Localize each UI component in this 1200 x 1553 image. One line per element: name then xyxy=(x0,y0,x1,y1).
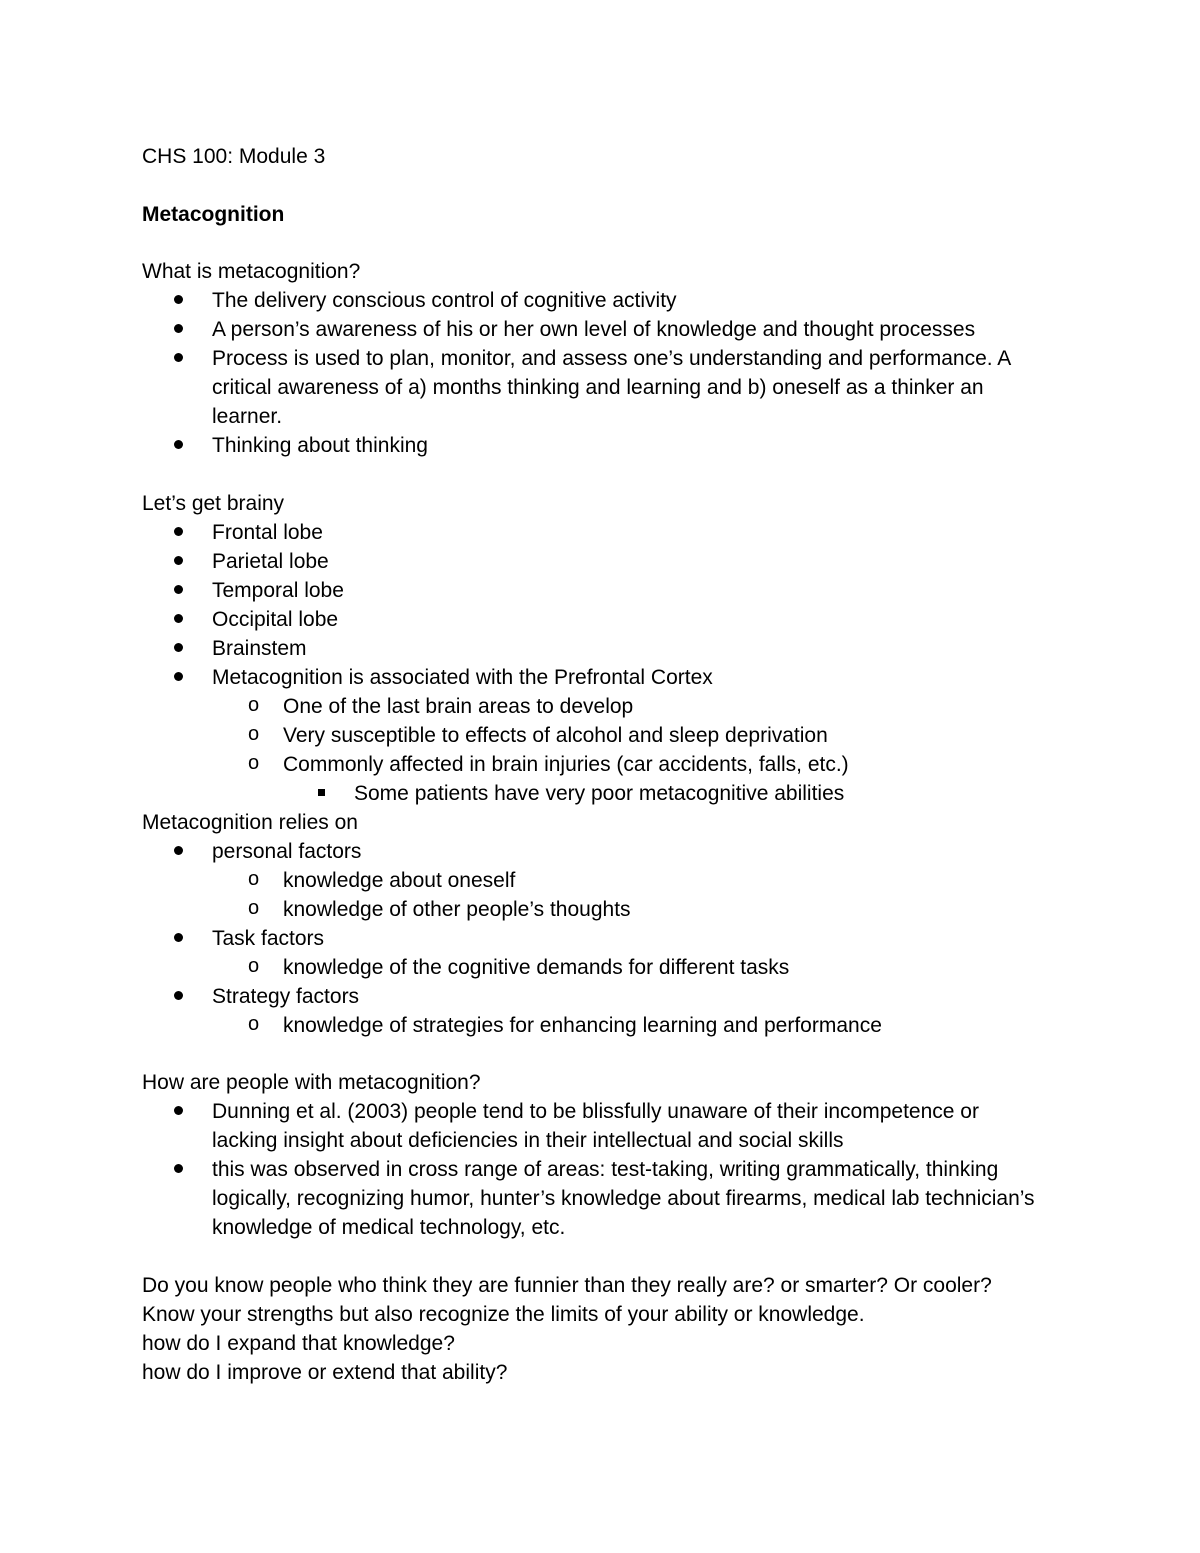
circle-bullet-icon: o xyxy=(248,954,260,977)
circle-bullet-icon: o xyxy=(248,867,260,890)
factors-list xyxy=(142,837,1102,1040)
list-item: Metacognition is associated with the Prefrontal Cortex xyxy=(142,663,1102,692)
spacer xyxy=(142,171,1102,200)
bullet-icon xyxy=(174,605,183,634)
sub-list-item: o One of the last brain areas to develop xyxy=(142,692,1102,721)
closing-line: how do I improve or extend that ability? xyxy=(142,1360,508,1384)
section-heading-brainy: Let’s get brainy xyxy=(142,491,285,515)
list-item: The delivery conscious control of cognitive activity xyxy=(142,286,1102,315)
spacer xyxy=(142,1040,1102,1069)
bullet-icon xyxy=(174,286,183,315)
spacer xyxy=(142,1242,1102,1271)
closing-line: how do I expand that knowledge? xyxy=(142,1331,455,1355)
list-item: Strategy factors xyxy=(142,982,1102,1011)
list-item: Brainstem xyxy=(142,634,1102,663)
list-item: Process is used to plan, monitor, and assess one’s understanding and performance. A critical awareness of a) months thinking and learning and b) oneself as a thinker an learner. xyxy=(142,344,1102,431)
bullet-icon xyxy=(174,634,183,663)
bullet-icon xyxy=(174,315,183,344)
circle-bullet-icon: o xyxy=(248,1012,260,1035)
sub-list-item: o knowledge of strategies for enhancing learning and performance xyxy=(142,1011,1102,1040)
bullet-icon xyxy=(174,431,183,460)
list-item: personal factors xyxy=(142,837,1102,866)
sub-sub-list-item: Some patients have very poor metacognitive abilities xyxy=(142,779,1102,808)
sub-list-item: o knowledge of the cognitive demands for different tasks xyxy=(142,953,1102,982)
list-item: Parietal lobe xyxy=(142,547,1102,576)
bullet-icon xyxy=(174,837,183,866)
bullet-icon xyxy=(174,1097,183,1126)
sub-list-item: o Very susceptible to effects of alcohol and sleep deprivation xyxy=(142,721,1102,750)
circle-bullet-icon: o xyxy=(248,896,260,919)
circle-bullet-icon: o xyxy=(248,722,260,745)
bullet-icon xyxy=(174,576,183,605)
list-item: Dunning et al. (2003) people tend to be blissfully unaware of their incompetence or lacking insight about deficiencies in their intellectual and social skills xyxy=(142,1097,1102,1155)
list-item: Occipital lobe xyxy=(142,605,1102,634)
bullet-icon xyxy=(174,547,183,576)
brain-areas-list xyxy=(142,518,1102,808)
bullet-icon xyxy=(174,1155,183,1184)
bullet-icon xyxy=(174,924,183,953)
dunning-list xyxy=(142,1097,1102,1242)
bullet-icon xyxy=(174,518,183,547)
spacer xyxy=(142,460,1102,489)
sub-list-item: o Commonly affected in brain injuries (car accidents, falls, etc.) xyxy=(142,750,1102,779)
bullet-icon xyxy=(174,344,183,373)
spacer xyxy=(142,229,1102,258)
section-heading-relies-on: Metacognition relies on xyxy=(142,810,358,834)
definition-list xyxy=(142,286,1102,460)
square-bullet-icon xyxy=(318,779,325,808)
list-item: A person’s awareness of his or her own level of knowledge and thought processes xyxy=(142,315,1102,344)
circle-bullet-icon: o xyxy=(248,693,260,716)
list-item: Task factors xyxy=(142,924,1102,953)
question-how-are-people: How are people with metacognition? xyxy=(142,1071,481,1094)
sub-list-item: o knowledge of other people’s thoughts xyxy=(142,895,1102,924)
question-what-is-metacognition: What is metacognition? xyxy=(142,260,361,283)
document-title: CHS 100: Module 3 xyxy=(142,145,326,168)
document-page xyxy=(142,142,1102,1387)
list-item: this was observed in cross range of areas: test-taking, writing grammatically, thinking logically, recognizing humor, hunter’s knowledge about firearms, medical lab technician’s knowledge of medical technology, etc. xyxy=(142,1155,1102,1242)
closing-line: Do you know people who think they are funnier than they really are? or smarter? Or cooler? xyxy=(142,1273,992,1297)
list-item: Thinking about thinking xyxy=(142,431,1102,460)
closing-line: Know your strengths but also recognize the limits of your ability or knowledge. xyxy=(142,1302,865,1326)
bullet-icon xyxy=(174,982,183,1011)
list-item: Frontal lobe xyxy=(142,518,1102,547)
sub-list-item: o knowledge about oneself xyxy=(142,866,1102,895)
section-heading-metacognition: Metacognition xyxy=(142,202,285,226)
circle-bullet-icon: o xyxy=(248,751,260,774)
bullet-icon xyxy=(174,663,183,692)
list-item: Temporal lobe xyxy=(142,576,1102,605)
